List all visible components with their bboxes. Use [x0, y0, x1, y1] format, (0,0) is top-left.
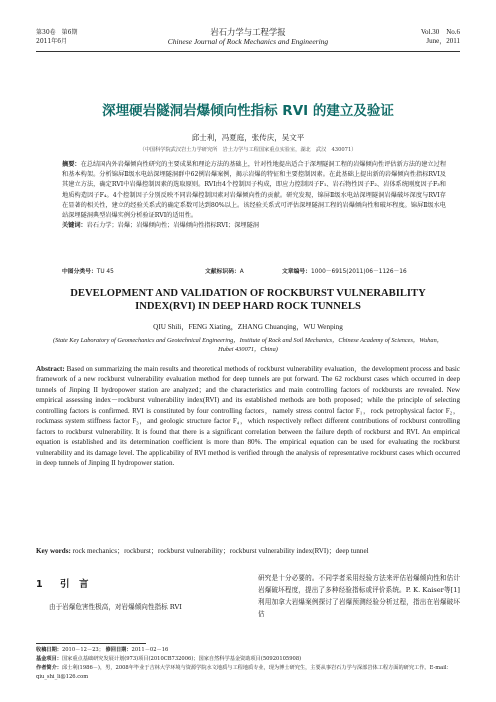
header-issue [36, 28, 77, 46]
header-journal [110, 27, 386, 47]
keywords-cn-label: 关键词： [62, 222, 87, 230]
section-1-number: 1 [36, 579, 43, 590]
section-1-heading [36, 576, 88, 590]
clc-label: 中图分类号： [62, 269, 97, 275]
doc-label: 文献标识码： [205, 269, 240, 275]
author-bio-text: 邱士利(1986－)，男，2008年毕业于吉林大学环境与资源学院水文地质与工程地质专业，现为博士研究生，主要从事岩石力学与深部岩体工程方面的研究工作。E-mail：qiu_shi_li@126.com [36, 665, 452, 680]
abstract-en-text: Based on summarizing the main results and theoretical methods of rockburst vulnerability evaluation，the development process and basic framework of a new rockburst vulnerability evaluation method for deep tunnels are put forward. The 62 rockburst cases which occurred in deep tunnels of Jinping II hydropower station are analyzed；and the characteristics and main controlling factors of rockbursts are revealed. New empirical assessing index－rockburst vulnerability index(RVI) and its established methods are both proposed；while the principle of selecting controlling factors is confirmed. RVI is constituted by four controlling factors，namely stress control factor F₁，rock petrophysical factor F₂，rockmass system stiffness factor F₃，and geologic structure factor F₄，which respectively reflect different contributions of rockburst controlling factors to rockburst vulnerability. It is found that there is a significant correlation between the failure depth of rockburst and RVI. An empirical equation is established and its determination coefficient is more than 80%. The empirical equation can be used for evaluating the rockburst vulnerability and its damage level. The applicability of RVI method is verified through the analysis of representative rockburst cases which occurred in deep tunnels of Jinping II hydropower station. [36, 365, 460, 468]
header-volume: 第30卷 第6期 [36, 29, 78, 36]
abstract-cn [62, 160, 446, 231]
title-en [36, 288, 460, 313]
fund-label: 基金项目： [36, 656, 62, 662]
document-code [205, 266, 244, 275]
footnote-rule [36, 643, 146, 644]
fund-text: 国家重点基础研究发展计划(973)项目(2010CB732006)；国家自然科学基金资助项目(50920105908) [61, 656, 302, 662]
article-number [282, 266, 407, 275]
footnotes [36, 646, 460, 682]
header-vol-no: Vol.30 No.6 [420, 28, 460, 36]
keywords-en [36, 546, 460, 556]
section-1-title: 引 言 [59, 579, 89, 590]
clc-value: TU 45 [96, 269, 114, 275]
abstract-cn-text: 在总结国内外岩爆倾向性研究的主要成果和理论方法的基础上，针对性地提出适合于深埋隧洞工程的岩爆倾向性评估新方法的建立过程和基本构架。分析锦屏Ⅱ级水电站深埋隧洞群中62例岩爆案例，揭示岩爆的特征和主要控制因素。在此基础上提出新的岩爆倾向性指标RVI及其建立方法，确定RVI中岩爆控制因素的选取原则。RVI由4个控制因子构成，即应力控制因子F₁、岩石物性因子F₂、岩体系统刚度因子F₃和地质构造因子F₄。4个控制因子分别反映不同岩爆控制因素对岩爆倾向性的贡献。研究发现，锦屏Ⅱ级水电站深埋隧洞岩爆破坏深度与RVI存在显著的相关性，建立的经验关系式的确定系数可达到80%以上。该经验关系式可评估深埋隧洞工程的岩爆倾向性和破坏程度。锦屏Ⅱ级水电站深埋隧洞典型岩爆实例分析验证RVI的适用性。 [62, 161, 447, 220]
keywords-cn-text: 岩石力学；岩爆；岩爆倾向性；岩爆倾向性指标RVI；深埋隧洞 [86, 222, 259, 230]
doc-value: A [239, 269, 244, 275]
header-date: 2011年6月 [36, 38, 68, 45]
keywords-cn [62, 221, 446, 231]
article-value: 1000－6915(2011)06－1126－16 [311, 269, 407, 275]
authors-cn: 邱士利，冯夏庭，张传庆，吴文平 [191, 133, 305, 142]
keywords-en-label: Key words: [36, 547, 71, 555]
section-1-left-text: 由于岩爆危害性极高，对岩爆倾向性指标 RVI [49, 603, 182, 611]
abstract-en-label: Abstract: [36, 365, 65, 373]
affiliation-cn: （中国科学院武汉岩土力学研究所 岩土力学与工程国家重点实验室，湖北 武汉 430071） [139, 147, 357, 153]
keywords-en-text: rock mechanics；rockburst；rockburst vulnerability；rockburst vulnerability index(RVI)；deep tunnel [72, 547, 369, 555]
received-label: 收稿日期： [36, 647, 62, 653]
journal-title-en: Chinese Journal of Rock Mechanics and Engineering [167, 37, 329, 46]
footnote-fund [36, 655, 460, 664]
revised-label: 修回日期： [105, 647, 132, 653]
footnote-author [36, 664, 460, 682]
author-bio-label: 作者简介： [36, 665, 62, 671]
journal-title-cn: 岩石力学与工程学报 [210, 27, 286, 37]
header-month: June，2011 [426, 37, 460, 45]
revised-date: 2011－02－16 [131, 647, 169, 653]
header-rule [36, 51, 460, 52]
section-1-right-column: 研究是十分必要的。不同学者采用经验方法来评估岩爆倾向性和估计岩爆破坏程度，提出了多种经验指标或评价系统。P. K. Kaiser等[1]利用加拿大岩爆案例探讨了岩爆预测经验分析过程，指出在岩爆破坏估 [258, 574, 460, 618]
article-label: 文章编号： [282, 269, 311, 275]
title-cn: 深埋硬岩隧洞岩爆倾向性指标 RVI 的建立及验证 [102, 103, 394, 119]
received-date: 2010－12－23； [61, 647, 104, 653]
title-en-line1: DEVELOPMENT AND VALIDATION OF ROCKBURST VULNERABILITY [70, 288, 426, 299]
section-1-left-column [36, 601, 246, 613]
authors-en: QIU Shili，FENG Xiating，ZHANG Chuanqing，WU Wenping [153, 323, 343, 331]
abstract-cn-label: 摘要： [62, 161, 81, 168]
title-en-line2: INDEX(RVI) IN DEEP HARD ROCK TUNNELS [135, 300, 361, 312]
affiliation-en: (State Key Laboratory of Geomechanics and Geotechnical Engineering，Institute of Rock and Soil Mechanics，Chinese Academy of Sciences，Wuhan，Hubei 430071，China) [52, 337, 444, 353]
clc-number [62, 266, 114, 275]
footnote-dates [36, 646, 460, 655]
header-vol-en [421, 28, 460, 46]
abstract-en [36, 364, 460, 469]
